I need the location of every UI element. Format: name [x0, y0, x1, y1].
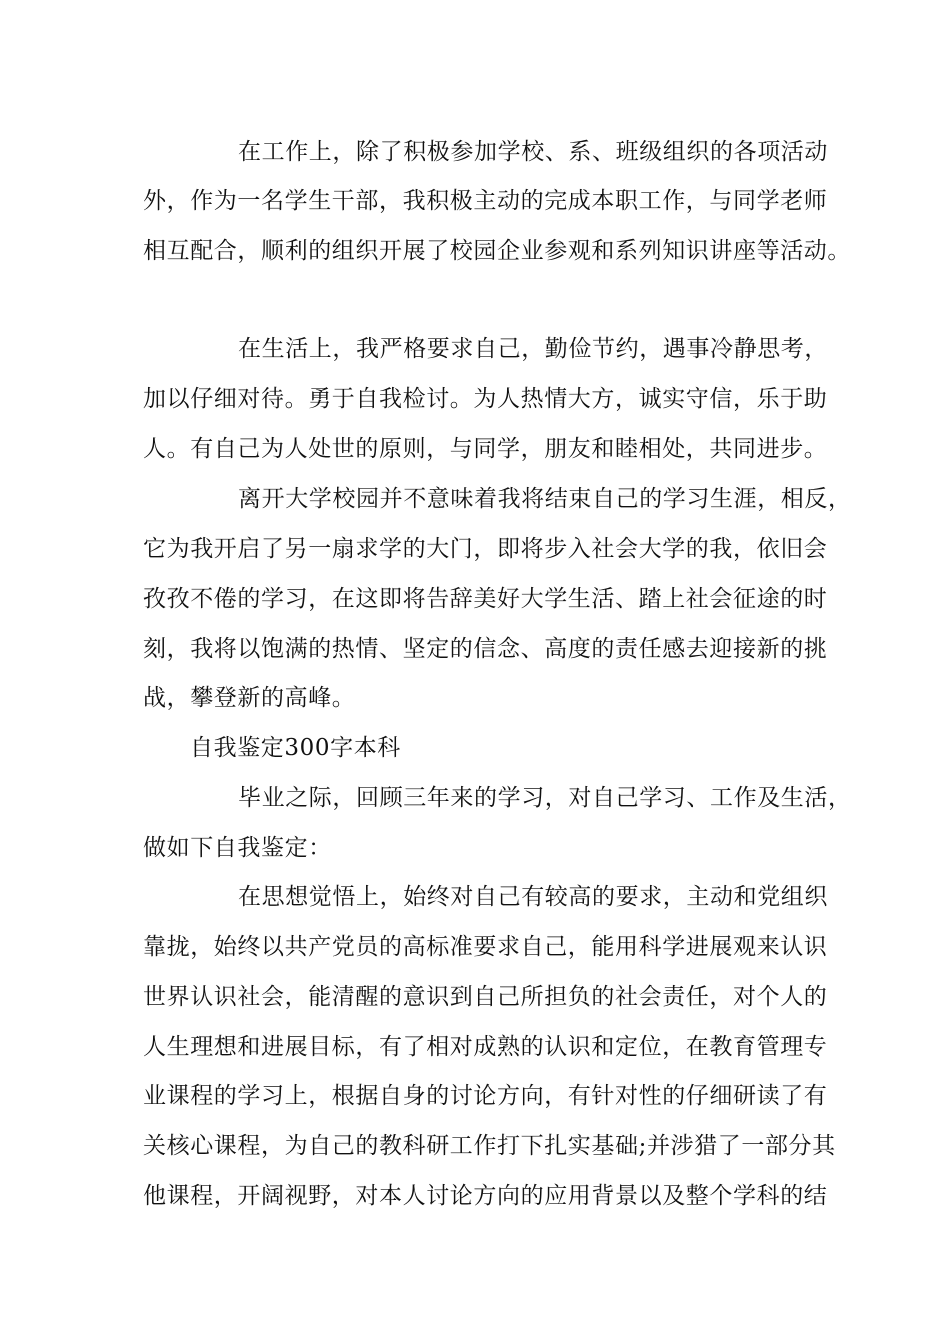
text-line: 关核心课程，为自己的教科研工作打下扎实基础;并涉猎了一部分其: [143, 1133, 836, 1159]
text-line: 加以仔细对待。勇于自我检讨。为人热情大方，诚实守信，乐于助: [143, 386, 828, 412]
text-line: 毕业之际，回顾三年来的学习，对自己学习、工作及生活，: [238, 785, 852, 811]
text-line: 刻，我将以饱满的热情、坚定的信念、高度的责任感去迎接新的挑: [143, 636, 828, 662]
text-line: 相互配合，顺利的组织开展了校园企业参观和系列知识讲座等活动。: [143, 238, 851, 264]
text-line: 离开大学校园并不意味着我将结束自己的学习生涯，相反，: [238, 486, 852, 512]
text-line: 他课程，开阔视野，对本人讨论方向的应用背景以及整个学科的结: [143, 1183, 828, 1209]
text-line: 外，作为一名学生干部，我积极主动的完成本职工作，与同学老师: [143, 188, 828, 214]
text-line: 在工作上，除了积极参加学校、系、班级组织的各项活动: [238, 139, 828, 165]
text-line: 在思想觉悟上，始终对自己有较高的要求，主动和党组织: [238, 884, 828, 910]
text-line: 人生理想和进展目标，有了相对成熟的认识和定位，在教育管理专: [143, 1034, 828, 1060]
text-line: 它为我开启了另一扇求学的大门，即将步入社会大学的我，依旧会: [143, 536, 828, 562]
text-line: 孜孜不倦的学习，在这即将告辞美好大学生活、踏上社会征途的时: [143, 586, 828, 612]
text-line: 靠拢，始终以共产党员的高标准要求自己，能用科学进展观来认识: [143, 934, 828, 960]
text-line: 做如下自我鉴定：: [143, 835, 332, 861]
text-line: 业课程的学习上，根据自身的讨论方向，有针对性的仔细研读了有: [143, 1083, 828, 1109]
heading-text: 自我鉴定300字本科: [190, 735, 401, 761]
text-line: 战，攀登新的高峰。: [143, 685, 356, 711]
text-line: 世界认识社会，能清醒的意识到自己所担负的社会责任，对个人的: [143, 984, 828, 1010]
text-line: 在生活上，我严格要求自己，勤俭节约，遇事冷静思考，: [238, 336, 828, 362]
text-line: 人。有自己为人处世的原则，与同学，朋友和睦相处，共同进步。: [143, 436, 828, 462]
